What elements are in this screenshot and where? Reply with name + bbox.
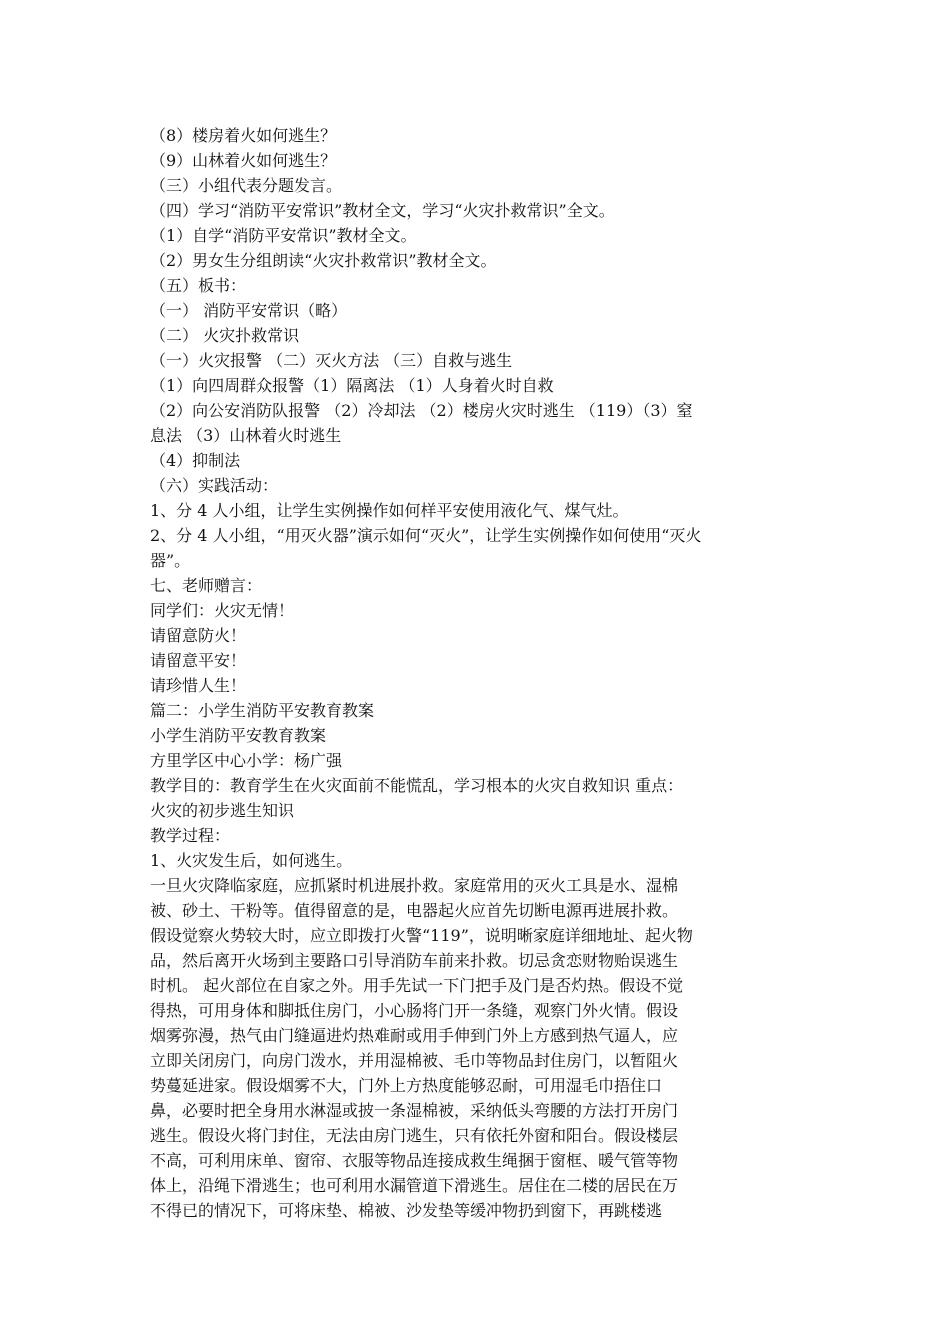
text-line-19: 七、老师赠言：: [150, 576, 263, 595]
text-line-18: 器”。: [150, 551, 191, 570]
text-line-6: （2）男女生分组朗读“火灾扑救常识”教材全文。: [150, 251, 497, 270]
text-line-40: 鼻，必要时把全身用水淋湿或披一条湿棉被，采纳低头弯腰的方法打开房门: [150, 1101, 679, 1120]
text-line-8: （一） 消防平安常识（略）: [150, 301, 348, 320]
text-line-11: （1）向四周群众报警（1）隔离法 （1）人身着火时自救: [150, 376, 554, 395]
document-body: [150, 123, 798, 1223]
text-line-25: 小学生消防平安教育教案: [150, 726, 327, 745]
text-line-15: （六）实践活动：: [150, 476, 279, 495]
text-line-31: 一旦火灾降临家庭，应抓紧时机进展扑救。家庭常用的灭火工具是水、湿棉: [150, 876, 679, 895]
text-line-37: 烟雾弥漫，热气由门缝逼进灼热难耐或用手伸到门外上方感到热气逼人，应: [150, 1026, 679, 1045]
text-line-1: （8）楼房着火如何逃生？: [150, 126, 337, 145]
text-line-26: 方里学区中心小学：杨广强: [150, 751, 343, 770]
text-line-34: 品，然后离开火场到主要路口引导消防车前来扑救。切忌贪恋财物贻误逃生: [150, 951, 679, 970]
text-line-3: （三）小组代表分题发言。: [150, 176, 343, 195]
text-line-28: 火灾的初步逃生知识: [150, 801, 295, 820]
text-line-20: 同学们：火灾无情！: [150, 601, 295, 620]
text-line-2: （9）山林着火如何逃生？: [150, 151, 337, 170]
text-line-16: 1、分 4 人小组，让学生实例操作如何样平安使用液化气、煤气灶。: [150, 501, 629, 520]
text-line-10: （一）火灾报警 （二）灭火方法 （三）自救与逃生: [150, 351, 513, 370]
text-line-13: 息法 （3）山林着火时逃生: [150, 426, 342, 445]
text-line-5: （1）自学“消防平安常识”教材全文。: [150, 226, 417, 245]
text-line-39: 势蔓延进家。假设烟雾不大，门外上方热度能够忍耐，可用湿毛巾捂住口: [150, 1076, 663, 1095]
text-line-35: 时机。 起火部位在自家之外。用手先试一下门把手及门是否灼热。假设不觉: [150, 976, 684, 995]
text-line-24: 篇二：小学生消防平安教育教案: [150, 701, 375, 720]
text-line-41: 逃生。假设火将门封住，无法由房门逃生，只有依托外窗和阳台。假设楼层: [150, 1126, 679, 1145]
text-line-44: 不得已的情况下，可将床垫、棉被、沙发垫等缓冲物扔到窗下，再跳楼逃: [150, 1201, 663, 1220]
text-line-43: 体上，沿绳下滑逃生；也可利用水漏管道下滑逃生。居住在二楼的居民在万: [150, 1176, 679, 1195]
text-line-27: 教学目的：教育学生在火灾面前不能慌乱，学习根本的火灾自救知识 重点：: [150, 776, 684, 795]
text-line-29: 教学过程：: [150, 826, 231, 845]
text-line-14: （4）抑制法: [150, 451, 241, 470]
text-line-23: 请珍惜人生！: [150, 676, 247, 695]
text-line-9: （二） 火灾扑救常识: [150, 326, 300, 345]
text-line-36: 得热，可用身体和脚抵住房门，小心肠将门开一条缝，观察门外火情。假设: [150, 1001, 679, 1020]
text-line-12: （2）向公安消防队报警 （2）冷却法 （2）楼房火灾时逃生 （119）（3）窒: [150, 401, 693, 420]
text-line-33: 假设觉察火势较大时，应立即拨打火警“119”，说明晰家庭详细地址、起火物: [150, 926, 693, 945]
text-line-21: 请留意防火！: [150, 626, 247, 645]
text-line-30: 1、火灾发生后，如何逃生。: [150, 851, 353, 870]
text-line-32: 被、砂土、干粉等。值得留意的是，电器起火应首先切断电源再进展扑救。: [150, 901, 679, 920]
text-line-4: （四）学习“消防平安常识”教材全文，学习“火灾扑救常识”全文。: [150, 201, 615, 220]
text-line-22: 请留意平安！: [150, 651, 247, 670]
text-line-42: 不高，可利用床单、窗帘、衣服等物品连接成救生绳捆于窗框、暖气管等物: [150, 1151, 679, 1170]
text-line-17: 2、分 4 人小组，“用灭火器”演示如何“灭火”，让学生实例操作如何使用“灭火: [150, 526, 702, 545]
text-line-7: （五）板书：: [150, 276, 247, 295]
text-line-38: 立即关闭房门，向房门泼水，并用湿棉被、毛巾等物品封住房门，以暂阻火: [150, 1051, 679, 1070]
